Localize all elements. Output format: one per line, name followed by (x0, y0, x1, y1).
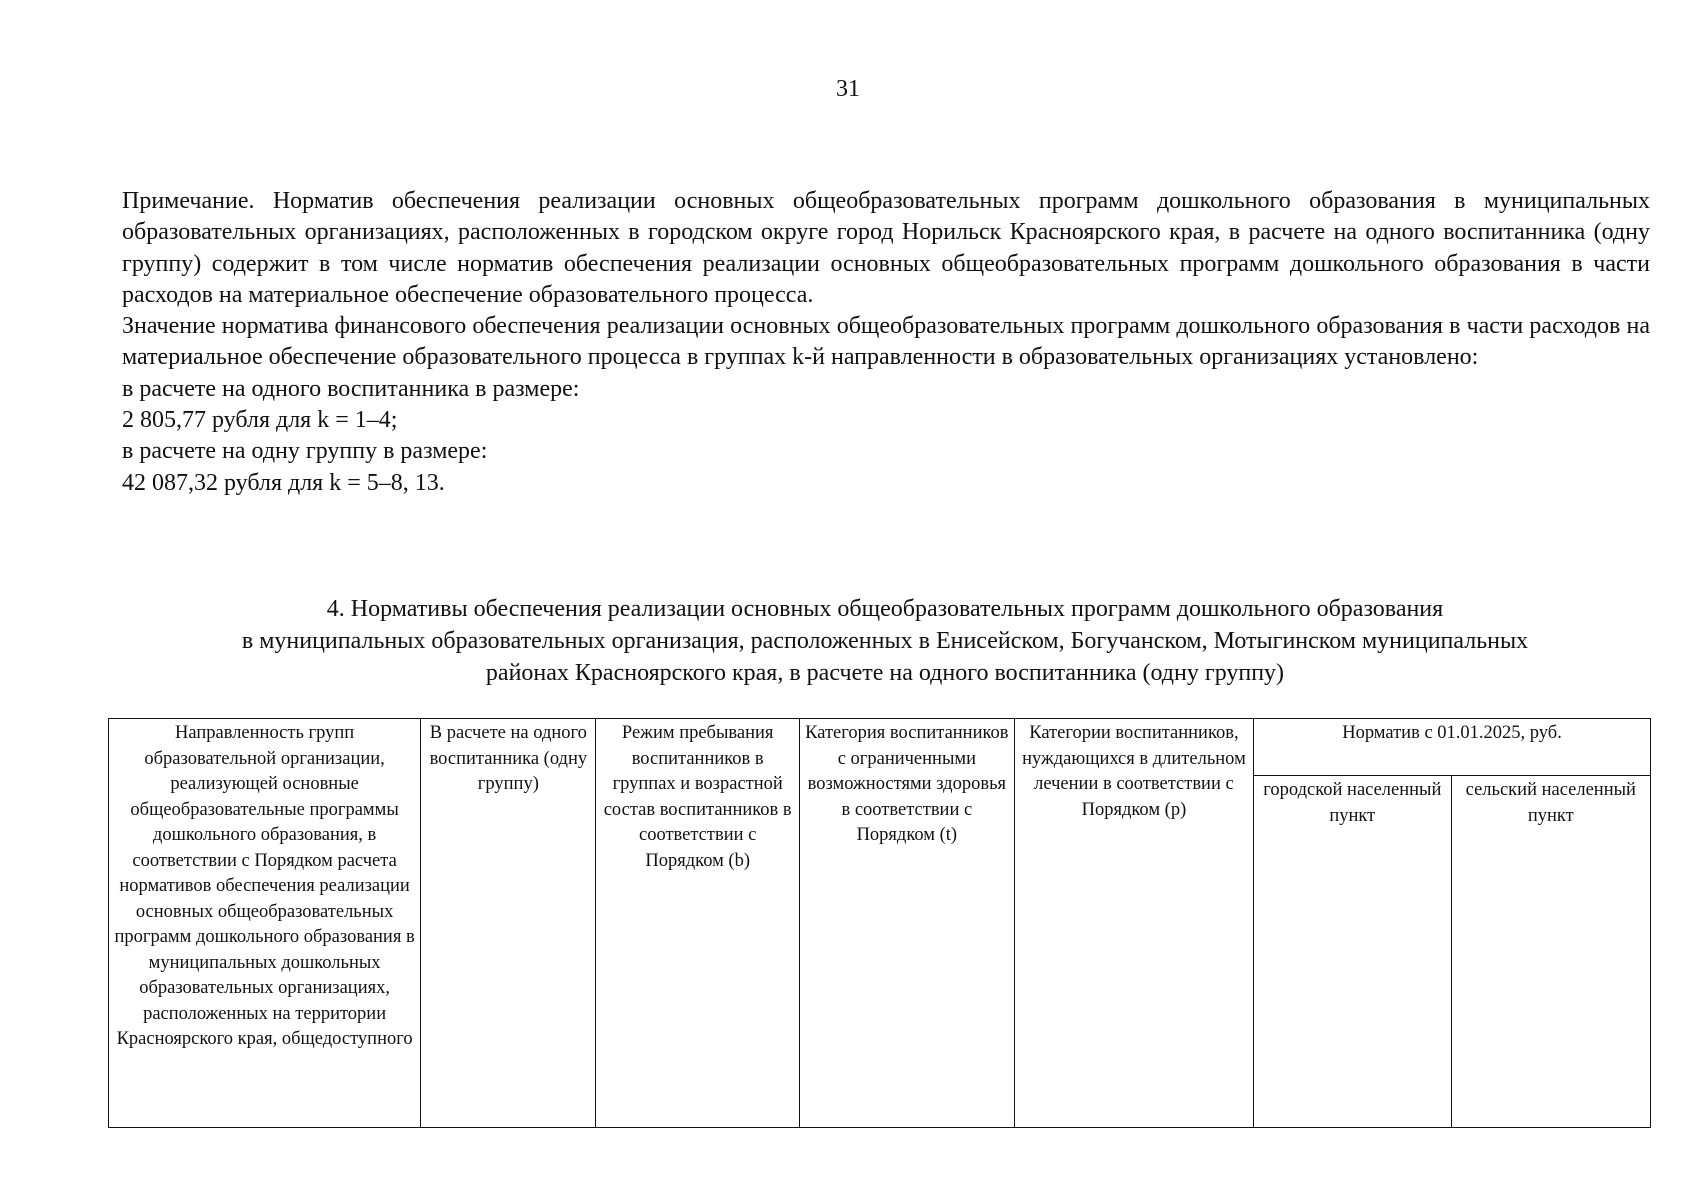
note-paragraph: Примечание. Норматив обеспечения реализации основных общеобразовательных программ дошкольного образования в муниципальных образовательных организациях, расположенных в городском округе город Норильск Красноярского края, в расчете на одного воспитанника (одну группу) содержит в том числе норматив обеспечения реализации основных общеобразовательных программ дошкольного образования в части расходов на материальное обеспечение образовательного процесса. (122, 188, 1650, 308)
header-stay-mode: Режим пребывания воспитанников в группах и возрастной состав воспитанников в соответствии с Порядком (b) (596, 719, 799, 1128)
header-norm-from: Норматив с 01.01.2025, руб. (1254, 719, 1651, 776)
header-rural: сельский населенный пункт (1451, 776, 1650, 1128)
per-child-value: 2 805,77 рубля для k = 1–4; (122, 407, 398, 434)
header-group-focus: Направленность групп образовательной организации, реализующей основные общеобразовательные программы дошкольного образования, в соответствии с Порядком расчета нормативов обеспечения реализации основных общеобразовательных программ дошкольного образования в муниципальных дошкольных образовательных организациях, расположенных на территории Красноярского края, общедоступного (109, 719, 421, 1128)
section-heading-line: в муниципальных образовательных организация, расположенных в Енисейском, Богучанском, Мотыгинском муниципальных (241, 628, 1529, 654)
header-per-unit: В расчете на одного воспитанника (одну группу) (421, 719, 596, 1128)
table-header-row (109, 719, 1651, 776)
norm-value-paragraph: Значение норматива финансового обеспечения реализации основных общеобразовательных программ дошкольного образования в части расходов на материальное обеспечение образовательного процесса в группах k-й направленности в образовательных организациях установлено: (122, 313, 1650, 371)
section-heading (120, 593, 1650, 689)
per-group-label: в расчете на одну группу в размере: (122, 438, 488, 465)
per-child-label: в расчете на одного воспитанника в размере: (122, 375, 580, 402)
header-treatment-category: Категории воспитанников, нуждающихся в длительном лечении в соответствии с Порядком (p) (1014, 719, 1253, 1128)
header-disability-category: Категория воспитанников с ограниченными возможностями здоровья в соответствии с Порядком (t) (799, 719, 1014, 1128)
norm-table (108, 718, 1651, 1128)
per-group-value: 42 087,32 рубля для k = 5–8, 13. (122, 469, 445, 496)
section-heading-line: районах Красноярского края, в расчете на одного воспитанника (одну группу) (485, 660, 1285, 686)
note-block (122, 186, 1650, 499)
page-number: 31 (836, 76, 860, 102)
section-heading-line: 4. Нормативы обеспечения реализации основных общеобразовательных программ дошкольного образования (326, 596, 1444, 622)
header-urban: городской населенный пункт (1254, 776, 1452, 1128)
